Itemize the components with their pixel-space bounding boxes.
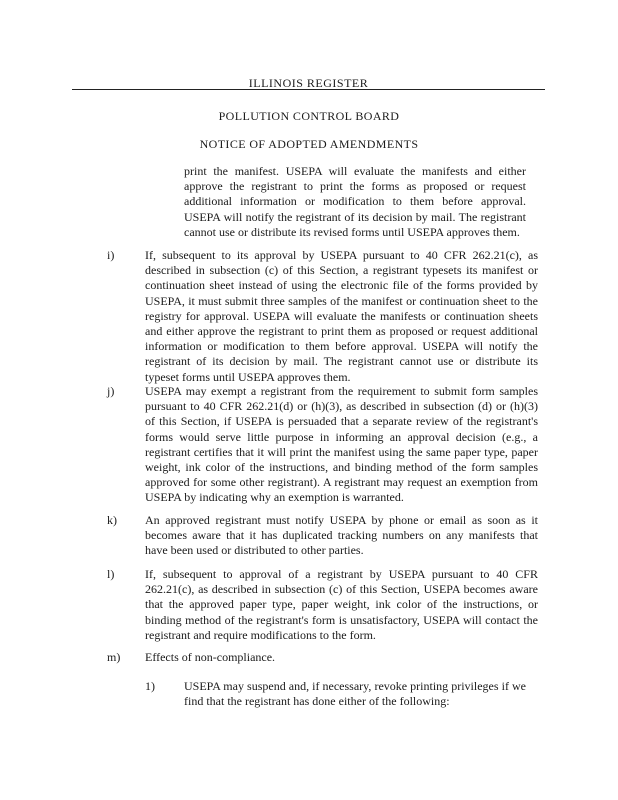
subsection-text: Effects of non-compliance. (145, 650, 276, 664)
register-title: ILLINOIS REGISTER (248, 76, 369, 90)
header-rule (72, 89, 545, 90)
subsection-label: m) (107, 650, 121, 664)
item-text: USEPA may suspend and, if necessary, revoke printing privileges if we find that the registrant has done either of the following: (184, 679, 526, 709)
register-header (72, 76, 545, 92)
notice-title: NOTICE OF ADOPTED AMENDMENTS (199, 137, 419, 151)
subsection-label: i) (107, 248, 115, 262)
continuation-paragraph: print the manifest. USEPA will evaluate the manifests and either approve the registrant to print the forms as proposed or request additional information or modification to them before approval. USEPA will notify the registrant of its decision by mail. The registrant cannot use or distribute its revised forms until USEPA approves them. (184, 164, 526, 239)
subsection-text: An approved registrant must notify USEPA by phone or email as soon as it becomes aware that it has duplicated tracking numbers on any manifests that have been used or distributed to other parties. (145, 513, 538, 558)
subsection-label: k) (107, 513, 117, 527)
subsection-label: j) (107, 384, 115, 398)
subsection-text: USEPA may exempt a registrant from the requirement to submit form samples pursuant to 40 CFR 262.21(d) or (h)(3), as described in subsection (d) or (h)(3) of this Section, if USEPA is persuaded that a separate review of the registrant's forms would serve little purpose in informing an approval decision (e.g., a registrant certifies that it will print the manifest using the same paper type, paper weight, ink color of the instructions, and binding method of the form samples approved for some other registrant). A registrant may request an exemption from USEPA by indicating why an exemption is warranted. (145, 384, 538, 505)
subsection-text: If, subsequent to its approval by USEPA pursuant to 40 CFR 262.21(c), as described in subsection (c) of this Section, a registrant typesets its manifest or continuation sheet instead of using the electronic file of the forms provided by USEPA, it must submit three samples of the manifest or continuation sheet to the registry for approval. USEPA will evaluate the manifests or continuation sheets and either approve the registrant to print them as proposed or request additional information or modification to them before approval. USEPA will notify the registrant of its decision by mail. The registrant cannot use or distribute its typeset forms until USEPA approves them. (145, 248, 538, 384)
subsection-text: If, subsequent to approval of a registrant by USEPA pursuant to 40 CFR 262.21(c), as described in subsection (c) of this Section, USEPA becomes aware that the approved paper type, paper weight, ink color of the instructions, or binding method of the registrant's form is unsatisfactory, USEPA will contact the registrant and require modifications to the form. (145, 567, 538, 642)
item-label: 1) (145, 679, 155, 693)
board-name: POLLUTION CONTROL BOARD (218, 109, 400, 123)
subsection-label: l) (107, 567, 115, 581)
